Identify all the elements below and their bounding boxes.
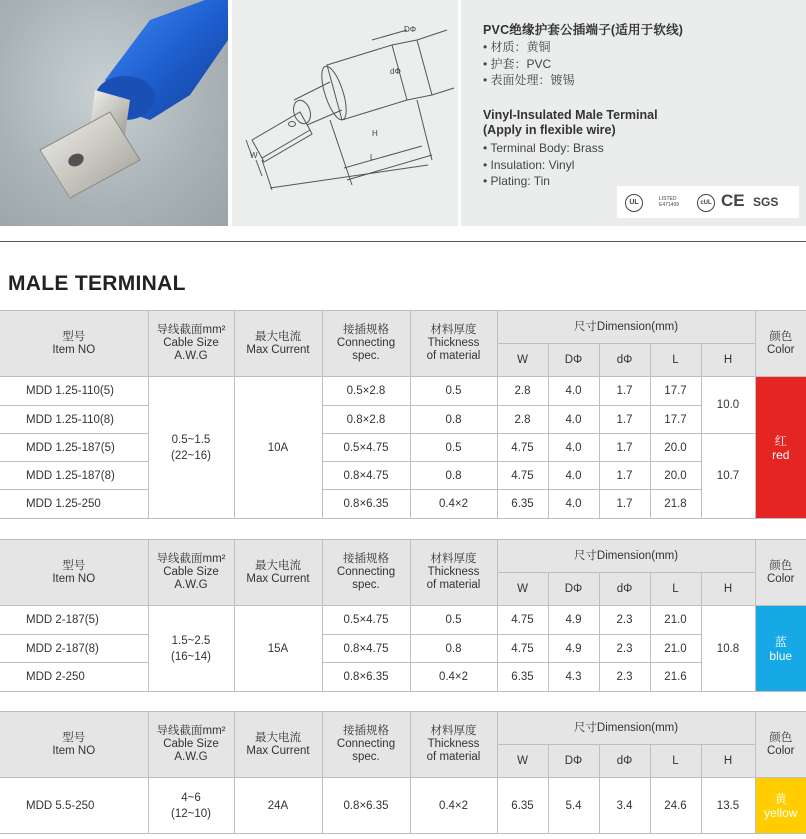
dim-d-inner: 1.7	[599, 377, 650, 406]
thickness: 0.5	[410, 606, 497, 635]
header-color-cn: 颜色	[769, 559, 793, 572]
awg-range: (16~14)	[171, 650, 211, 663]
listed-mark	[659, 196, 679, 208]
header-d-outer: DΦ	[548, 344, 599, 377]
header-spec	[322, 311, 410, 377]
table-row	[0, 462, 806, 490]
cable-range: 1.5~2.5	[171, 634, 211, 647]
dim-l: 21.8	[650, 490, 701, 519]
header-item-cn: 型号	[62, 731, 86, 744]
drawing-h-label: H	[372, 129, 378, 138]
header-d-inner: dΦ	[599, 745, 650, 778]
dim-d-inner: 1.7	[599, 490, 650, 519]
item-no: MDD 2-250	[0, 663, 148, 692]
dimension-drawing-image	[232, 0, 458, 226]
spec: 0.5×4.75	[322, 434, 410, 462]
color-swatch-red	[755, 377, 806, 519]
header-d-outer: DΦ	[548, 745, 599, 778]
header-awg: A.W.G	[174, 751, 208, 763]
spec: 0.8×6.35	[322, 490, 410, 519]
ce-logo-icon: CE	[721, 191, 745, 210]
header-item-cn: 型号	[62, 330, 86, 343]
header-thick-cn: 材料厚度	[430, 324, 477, 336]
en-spec-item: • Plating: Tin	[483, 173, 604, 190]
dim-d-inner: 1.7	[599, 406, 650, 434]
spec: 0.5×4.75	[322, 606, 410, 635]
dim-h: 13.5	[701, 778, 755, 834]
header-dimension: 尺寸Dimension(mm)	[497, 311, 755, 344]
spec: 0.8×6.35	[322, 778, 410, 834]
item-no: MDD 5.5-250	[0, 778, 148, 834]
header-item-en: Item NO	[52, 343, 96, 356]
thickness: 0.8	[410, 462, 497, 490]
header-dimension: 尺寸Dimension(mm)	[497, 712, 755, 745]
dim-w: 6.35	[497, 490, 548, 519]
header-spec-cn: 接插规格	[343, 725, 389, 737]
ul-logo-icon: UL	[625, 194, 643, 212]
dim-w: 2.8	[497, 377, 548, 406]
dim-d-outer: 4.9	[548, 635, 599, 663]
drawing-w-label: W	[250, 151, 258, 160]
dim-h: 10.7	[701, 434, 755, 519]
spec: 0.8×6.35	[322, 663, 410, 692]
header-current	[234, 540, 322, 606]
cn-title: PVC绝缘护套公插端子(适用于软线)	[483, 23, 684, 37]
page-title: MALE TERMINAL	[8, 272, 186, 295]
thickness: 0.5	[410, 377, 497, 406]
dim-l: 20.0	[650, 462, 701, 490]
max-current: 15A	[234, 606, 322, 692]
color-cn: 红	[774, 433, 787, 448]
awg-range: (12~10)	[171, 807, 211, 820]
specs-panel	[461, 0, 806, 226]
header-l: L	[650, 745, 701, 778]
listed-number: E471409	[659, 202, 680, 208]
dim-d-inner: 2.3	[599, 635, 650, 663]
terminal-table-blue	[0, 539, 806, 692]
dim-d-outer: 4.3	[548, 663, 599, 692]
header-current	[234, 311, 322, 377]
color-swatch-yellow	[755, 778, 806, 834]
table-row	[0, 606, 806, 635]
cn-spec-item: • 护套：PVC	[483, 56, 575, 73]
cn-spec-list	[483, 39, 575, 89]
drawing-d-outer-label: DΦ	[404, 25, 417, 34]
dim-d-outer: 4.0	[548, 462, 599, 490]
header-cable-cn: 导线截面mm²	[156, 553, 226, 565]
header-h: H	[701, 745, 755, 778]
dim-w: 4.75	[497, 635, 548, 663]
color-en: yellow	[764, 805, 798, 820]
color-swatch-blue	[755, 606, 806, 692]
header-dimension: 尺寸Dimension(mm)	[497, 540, 755, 573]
table-row	[0, 406, 806, 434]
header-cable-en: Cable Size	[163, 337, 219, 349]
item-no: MDD 1.25-110(5)	[0, 377, 148, 406]
dim-d-inner: 1.7	[599, 462, 650, 490]
terminal-table-yellow	[0, 711, 806, 834]
dim-d-outer: 4.0	[548, 490, 599, 519]
header-spec-en2: spec.	[352, 579, 380, 591]
header-current-cn: 最大电流	[255, 559, 301, 572]
dim-w: 4.75	[497, 462, 548, 490]
header-color	[755, 712, 806, 778]
terminal-table-red	[0, 310, 806, 519]
dim-l: 20.0	[650, 434, 701, 462]
header-item-en: Item NO	[52, 572, 96, 585]
spec: 0.8×4.75	[322, 635, 410, 663]
cable-size	[148, 778, 234, 834]
header-d-inner: dΦ	[599, 344, 650, 377]
header-cable	[148, 311, 234, 377]
dim-d-outer: 5.4	[548, 778, 599, 834]
certification-logos	[617, 186, 799, 218]
header-thick-en: Thickness	[427, 566, 480, 578]
cable-range: 4~6	[181, 791, 201, 804]
header-color-en: Color	[767, 572, 795, 585]
table-row	[0, 377, 806, 406]
en-spec-list	[483, 140, 604, 190]
header-current	[234, 712, 322, 778]
header-current-en: Max Current	[246, 343, 310, 356]
header-w: W	[497, 745, 548, 778]
header-cable	[148, 712, 234, 778]
header-spec-en: Connecting	[336, 566, 396, 578]
header-d-outer: DΦ	[548, 573, 599, 606]
header-awg: A.W.G	[174, 579, 208, 591]
en-spec-item: • Insulation: Vinyl	[483, 157, 604, 174]
cable-size	[148, 606, 234, 692]
header-color-cn: 颜色	[769, 731, 793, 744]
dim-l: 21.6	[650, 663, 701, 692]
table-row	[0, 490, 806, 519]
dim-d-outer: 4.9	[548, 606, 599, 635]
header-h: H	[701, 573, 755, 606]
item-no: MDD 1.25-110(8)	[0, 406, 148, 434]
header-spec	[322, 712, 410, 778]
color-cn: 黄	[774, 791, 787, 806]
thickness: 0.4×2	[410, 663, 497, 692]
header-color-cn: 颜色	[769, 330, 793, 343]
cn-spec-item: • 材质：黄铜	[483, 39, 575, 56]
thickness: 0.4×2	[410, 490, 497, 519]
header-item-en: Item NO	[52, 744, 96, 757]
max-current: 24A	[234, 778, 322, 834]
max-current: 10A	[234, 377, 322, 519]
dim-h: 10.0	[701, 377, 755, 434]
thickness: 0.8	[410, 406, 497, 434]
header-item	[0, 540, 148, 606]
cable-range: 0.5~1.5	[171, 433, 211, 446]
header-l: L	[650, 344, 701, 377]
product-photo	[0, 0, 228, 226]
header-cable-en: Cable Size	[163, 566, 219, 578]
item-no: MDD 1.25-250	[0, 490, 148, 519]
header-spec-en: Connecting	[336, 337, 396, 349]
cn-spec-item: • 表面处理：镀锡	[483, 72, 575, 89]
thickness: 0.4×2	[410, 778, 497, 834]
dim-d-outer: 4.0	[548, 377, 599, 406]
dim-w: 4.75	[497, 434, 548, 462]
dim-d-inner: 3.4	[599, 778, 650, 834]
header-color-en: Color	[767, 343, 795, 356]
color-en: red	[772, 447, 790, 462]
cable-size	[148, 377, 234, 519]
header-thick-en2: of material	[426, 751, 481, 763]
header-item	[0, 311, 148, 377]
header-w: W	[497, 573, 548, 606]
thickness: 0.8	[410, 635, 497, 663]
header-thickness	[410, 540, 497, 606]
terminal-photo-image	[0, 0, 228, 226]
header-thick-cn: 材料厚度	[430, 553, 477, 565]
header-h: H	[701, 344, 755, 377]
header-spec-en2: spec.	[352, 350, 380, 362]
header-thick-en: Thickness	[427, 337, 480, 349]
dim-l: 17.7	[650, 377, 701, 406]
header-thickness	[410, 311, 497, 377]
dim-w: 6.35	[497, 663, 548, 692]
header-current-en: Max Current	[246, 572, 310, 585]
dim-w: 6.35	[497, 778, 548, 834]
spec: 0.8×2.8	[322, 406, 410, 434]
en-spec-item: • Terminal Body: Brass	[483, 140, 604, 157]
dim-d-inner: 2.3	[599, 663, 650, 692]
header-d-inner: dΦ	[599, 573, 650, 606]
header-item	[0, 712, 148, 778]
technical-drawing	[232, 0, 458, 226]
listed-text: LISTED	[659, 196, 677, 202]
dim-w: 2.8	[497, 406, 548, 434]
thickness: 0.5	[410, 434, 497, 462]
header-color	[755, 311, 806, 377]
item-no: MDD 1.25-187(8)	[0, 462, 148, 490]
header-l: L	[650, 573, 701, 606]
sgs-logo-icon: SGS	[753, 195, 779, 209]
header-spec-en2: spec.	[352, 751, 380, 763]
dim-l: 24.6	[650, 778, 701, 834]
header-thick-en2: of material	[426, 579, 481, 591]
header-item-cn: 型号	[62, 559, 86, 572]
item-no: MDD 1.25-187(5)	[0, 434, 148, 462]
header-spec	[322, 540, 410, 606]
en-title-line-1: Vinyl-Insulated Male Terminal	[483, 108, 658, 122]
table-row	[0, 434, 806, 462]
dim-d-inner: 2.3	[599, 606, 650, 635]
dim-l: 21.0	[650, 635, 701, 663]
header-current-en: Max Current	[246, 744, 310, 757]
drawing-d-inner-label: dΦ	[390, 67, 401, 76]
awg-range: (22~16)	[171, 449, 211, 462]
table-row	[0, 778, 806, 834]
table-row	[0, 663, 806, 692]
header-thick-en2: of material	[426, 350, 481, 362]
header-cable-cn: 导线截面mm²	[156, 725, 226, 737]
header-spec-en: Connecting	[336, 738, 396, 750]
color-en: blue	[769, 648, 793, 663]
color-cn: 蓝	[774, 634, 787, 649]
dim-h: 10.8	[701, 606, 755, 692]
header-current-cn: 最大电流	[255, 330, 301, 343]
dim-l: 21.0	[650, 606, 701, 635]
drawing-l-label: L	[370, 153, 375, 162]
header-thickness	[410, 712, 497, 778]
header-thick-en: Thickness	[427, 738, 480, 750]
dim-l: 17.7	[650, 406, 701, 434]
dim-w: 4.75	[497, 606, 548, 635]
spec: 0.8×4.75	[322, 462, 410, 490]
cul-logo-icon: cUL	[697, 194, 715, 212]
header-spec-cn: 接插规格	[343, 553, 389, 565]
en-title-line-2: (Apply in flexible wire)	[483, 123, 616, 137]
header-cable	[148, 540, 234, 606]
header-thick-cn: 材料厚度	[430, 725, 477, 737]
item-no: MDD 2-187(5)	[0, 606, 148, 635]
table-row	[0, 635, 806, 663]
section-divider	[0, 241, 806, 242]
header-cable-en: Cable Size	[163, 738, 219, 750]
header-cable-cn: 导线截面mm²	[156, 324, 226, 336]
dim-d-outer: 4.0	[548, 434, 599, 462]
en-title	[483, 108, 658, 138]
item-no: MDD 2-187(8)	[0, 635, 148, 663]
header-color	[755, 540, 806, 606]
header-awg: A.W.G	[174, 350, 208, 362]
dim-d-inner: 1.7	[599, 434, 650, 462]
spec: 0.5×2.8	[322, 377, 410, 406]
header-w: W	[497, 344, 548, 377]
header-spec-cn: 接插规格	[343, 324, 389, 336]
dim-d-outer: 4.0	[548, 406, 599, 434]
header-color-en: Color	[767, 744, 795, 757]
header-current-cn: 最大电流	[255, 731, 301, 744]
